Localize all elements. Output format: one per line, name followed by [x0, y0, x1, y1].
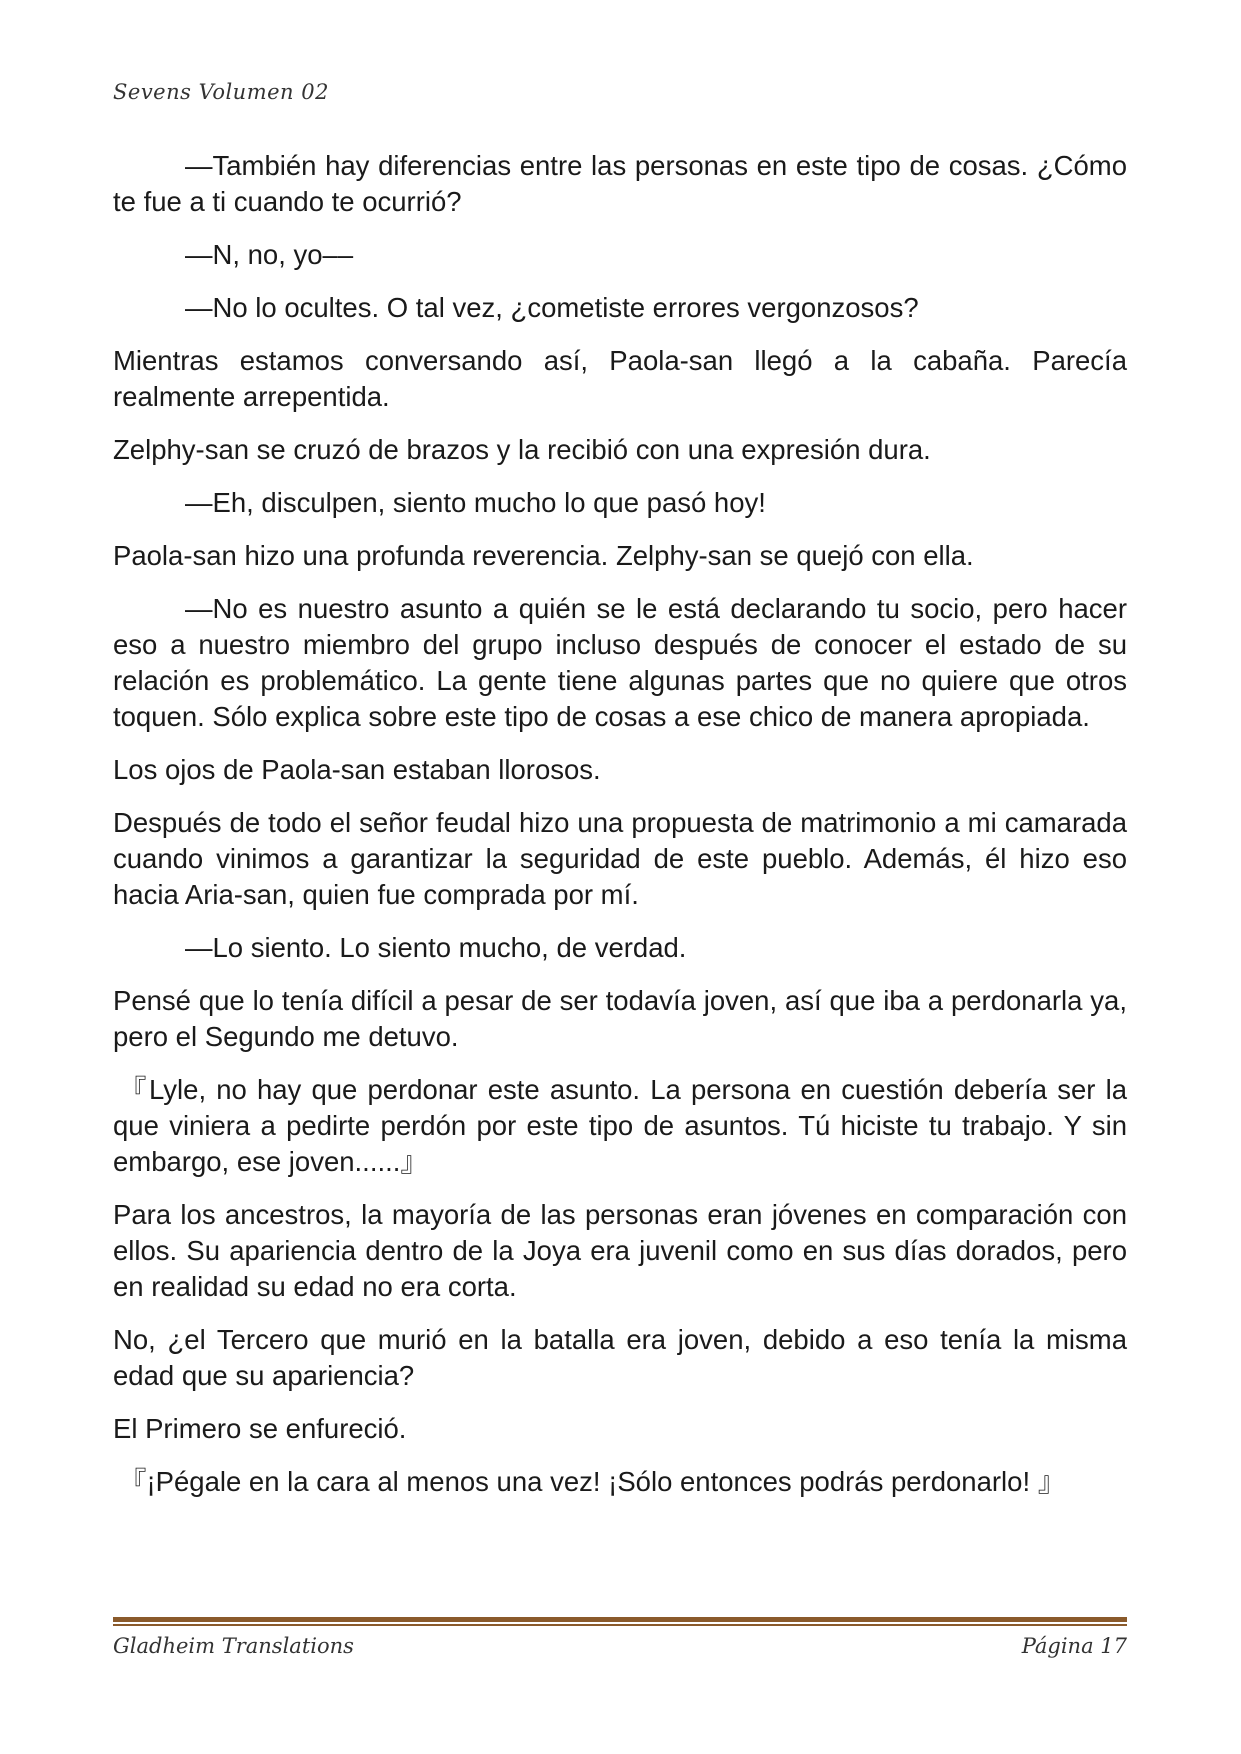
paragraph: 『Lyle, no hay que perdonar este asunto. La persona en cuestión debería ser la que viniera a pedirte perdón por este tipo de asuntos. Tú hiciste tu trabajo. Y sin embargo, ese joven......』 [113, 1074, 1127, 1177]
paragraph: —No lo ocultes. O tal vez, ¿cometiste errores vergonzosos? [185, 292, 919, 323]
paragraph: Zelphy-san se cruzó de brazos y la recibió con una expresión dura. [113, 434, 931, 465]
paragraph: Los ojos de Paola-san estaban llorosos. [113, 754, 601, 785]
paragraph: —No es nuestro asunto a quién se le está declarando tu socio, pero hacer eso a nuestro miembro del grupo incluso después de conocer el estado de su relación es problemático. La gente tiene algunas partes que no quiere que otros toquen. Sólo explica sobre este tipo de cosas a ese chico de manera apropiada. [113, 593, 1127, 732]
paragraph: Después de todo el señor feudal hizo una propuesta de matrimonio a mi camarada cuando vinimos a garantizar la seguridad de este pueblo. Además, él hizo eso hacia Aria-san, quien fue comprada por mí. [113, 807, 1127, 910]
paragraph: 『¡Pégale en la cara al menos una vez! ¡Sólo entonces podrás perdonarlo! 』 [119, 1466, 1066, 1497]
footer-credit: Gladheim Translations [113, 1634, 354, 1658]
paragraph: No, ¿el Tercero que murió en la batalla era joven, debido a eso tenía la misma edad que su apariencia? [113, 1324, 1127, 1391]
paragraph: —También hay diferencias entre las personas en este tipo de cosas. ¿Cómo te fue a ti cuando te ocurrió? [113, 150, 1127, 217]
paragraph: —Lo siento. Lo siento mucho, de verdad. [185, 932, 687, 963]
paragraph: El Primero se enfureció. [113, 1413, 407, 1444]
paragraph: —N, no, yo–– [185, 239, 354, 270]
footer-divider [113, 1617, 1127, 1626]
paragraph: Mientras estamos conversando así, Paola-san llegó a la cabaña. Parecía realmente arrepentida. [113, 345, 1127, 412]
running-header: Sevens Volumen 02 [113, 80, 329, 104]
page-number: Página 17 [1021, 1634, 1127, 1658]
paragraph: Pensé que lo tenía difícil a pesar de ser todavía joven, así que iba a perdonarla ya, pero el Segundo me detuvo. [113, 985, 1127, 1052]
paragraph: Para los ancestros, la mayoría de las personas eran jóvenes en comparación con ellos. Su apariencia dentro de la Joya era juvenil como en sus días dorados, pero en realidad su edad no era corta. [113, 1199, 1127, 1302]
paragraph: —Eh, disculpen, siento mucho lo que pasó hoy! [185, 487, 766, 518]
paragraph: Paola-san hizo una profunda reverencia. Zelphy-san se quejó con ella. [113, 540, 974, 571]
body-text [113, 148, 1127, 1517]
footer-divider-thin [113, 1624, 1127, 1626]
footer-divider-thick [113, 1617, 1127, 1622]
